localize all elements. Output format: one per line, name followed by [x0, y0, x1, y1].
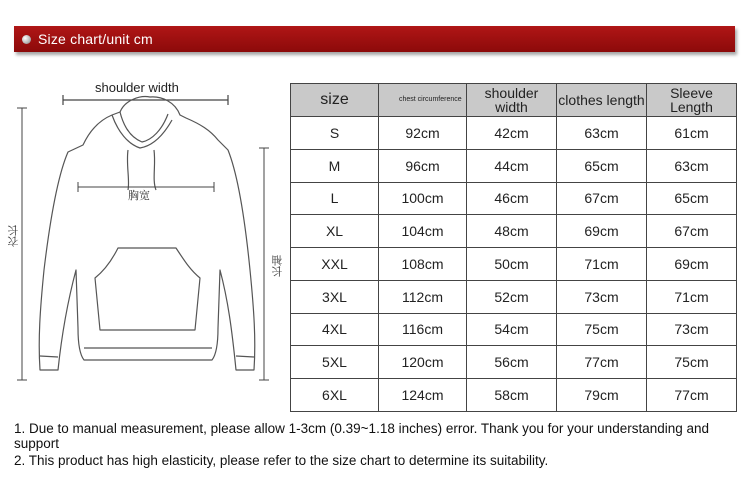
length-cell: 71cm — [557, 248, 647, 281]
table-row — [291, 149, 737, 182]
sleeve-cell: 75cm — [647, 346, 737, 379]
chest-cell: 112cm — [379, 280, 467, 313]
size-cell: S — [291, 117, 379, 150]
sleeve-cell: 71cm — [647, 280, 737, 313]
header-sleeve-length: Sleeve Length — [647, 84, 737, 117]
sleeve-cell: 73cm — [647, 313, 737, 346]
body-length-label: 衣长 — [8, 225, 20, 247]
size-cell: 5XL — [291, 346, 379, 379]
length-cell: 69cm — [557, 215, 647, 248]
size-cell: 3XL — [291, 280, 379, 313]
shoulder-cell: 58cm — [467, 379, 557, 412]
size-cell: XL — [291, 215, 379, 248]
chest-cell: 120cm — [379, 346, 467, 379]
chest-cell: 100cm — [379, 182, 467, 215]
length-cell: 65cm — [557, 149, 647, 182]
table-row — [291, 313, 737, 346]
shoulder-cell: 46cm — [467, 182, 557, 215]
table-row — [291, 117, 737, 150]
shoulder-cell: 42cm — [467, 117, 557, 150]
size-cell: M — [291, 149, 379, 182]
notes — [14, 421, 734, 470]
header-clothes-length: clothes length — [557, 84, 647, 117]
chest-cell: 104cm — [379, 215, 467, 248]
chest-cell: 116cm — [379, 313, 467, 346]
chest-width-label: 胸宽 — [128, 190, 150, 202]
size-cell: XXL — [291, 248, 379, 281]
header-chest: chest circumference — [379, 84, 467, 117]
size-cell: 4XL — [291, 313, 379, 346]
header-shoulder: shoulder width — [467, 84, 557, 117]
shoulder-cell: 44cm — [467, 149, 557, 182]
shoulder-width-label: shoulder width — [95, 80, 179, 95]
table-row — [291, 182, 737, 215]
table-row — [291, 379, 737, 412]
length-cell: 79cm — [557, 379, 647, 412]
chest-cell: 92cm — [379, 117, 467, 150]
shoulder-cell: 50cm — [467, 248, 557, 281]
sleeve-length-label: 长袖 — [272, 255, 284, 277]
chest-cell: 124cm — [379, 379, 467, 412]
note-2: 2. This product has high elasticity, please refer to the size chart to determine its suitability. — [14, 453, 549, 468]
size-chart-header — [14, 26, 735, 52]
shoulder-cell: 56cm — [467, 346, 557, 379]
length-cell: 63cm — [557, 117, 647, 150]
table-row — [291, 248, 737, 281]
table-row — [291, 280, 737, 313]
shoulder-cell: 48cm — [467, 215, 557, 248]
sleeve-cell: 67cm — [647, 215, 737, 248]
sleeve-cell: 77cm — [647, 379, 737, 412]
size-cell: L — [291, 182, 379, 215]
sleeve-cell: 63cm — [647, 149, 737, 182]
table-header-row — [291, 84, 737, 117]
header-size: size — [291, 84, 379, 117]
note-1: 1. Due to manual measurement, please allow 1-3cm (0.39~1.18 inches) error. Thank you for your understanding and support — [14, 421, 710, 451]
size-cell: 6XL — [291, 379, 379, 412]
table-row — [291, 346, 737, 379]
table-row — [291, 215, 737, 248]
bullet-icon — [22, 35, 31, 44]
sleeve-cell: 65cm — [647, 182, 737, 215]
shoulder-cell: 54cm — [467, 313, 557, 346]
hoodie-illustration — [0, 70, 290, 410]
chest-cell: 108cm — [379, 248, 467, 281]
sleeve-cell: 61cm — [647, 117, 737, 150]
chest-cell: 96cm — [379, 149, 467, 182]
sleeve-cell: 69cm — [647, 248, 737, 281]
length-cell: 77cm — [557, 346, 647, 379]
shoulder-cell: 52cm — [467, 280, 557, 313]
length-cell: 67cm — [557, 182, 647, 215]
header-title: Size chart/unit cm — [38, 31, 153, 47]
length-cell: 73cm — [557, 280, 647, 313]
size-table — [290, 83, 737, 412]
length-cell: 75cm — [557, 313, 647, 346]
